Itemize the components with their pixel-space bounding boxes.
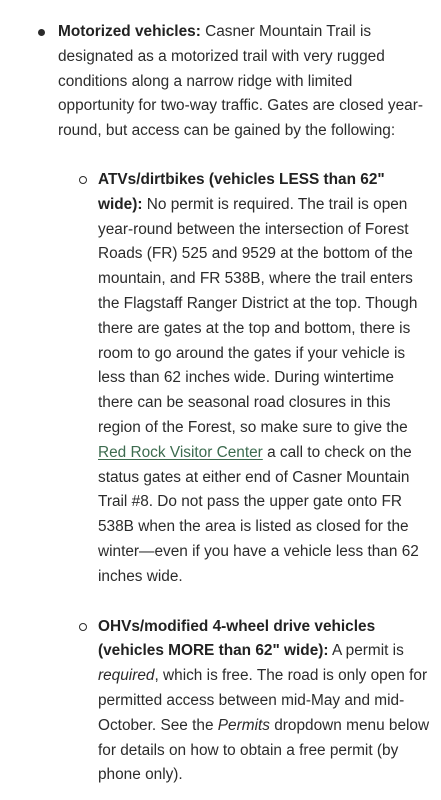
atv-text-before-link: No permit is required. The trail is open year-round between the intersection of Forest Roads (FR) 525 and 9529 at the bottom of the mountain, and FR 538B, where the trail enters the Flagstaff Ranger District at the top. Though there are gates at the top and bottom, there is room to go around the gates if your vehicle is less than 62 inches wide. During wintertime there can be seasonal road closures in this region of the Forest, so make sure to give the xyxy=(98,195,418,436)
motorized-vehicles-text: Casner Mountain Trail is designated as a motorized trail with very rugged conditions along a narrow ridge with limited opportunity for two-way traffic. Gates are closed year-round, but access can be gained by the following: xyxy=(58,23,423,140)
motorized-vehicles-item xyxy=(58,20,431,788)
bullet-circle-icon xyxy=(79,623,87,631)
ohv-text-3: dropdown menu below for details on how to obtain a free permit (by phone only). xyxy=(98,716,430,784)
atv-dirtbike-item xyxy=(98,168,431,590)
red-rock-visitor-center-link[interactable]: Red Rock Visitor Center xyxy=(98,443,263,461)
atv-text-after-link: a call to check on the status gates at either end of Casner Mountain Trail #8. Do not pass the upper gate onto FR 538B when the area is listed as closed for the winter—even if you have a vehicle less than 62 inches wide. xyxy=(98,443,419,585)
ohv-text-2: , which is free. The road is only open for permitted access between mid-May and mid-October. See the xyxy=(98,667,428,734)
ohv-permits-emphasis: Permits xyxy=(217,716,270,734)
ohv-required-emphasis: required xyxy=(98,667,155,685)
ohv-heading: OHVs/modified 4-wheel drive vehicles (vehicles MORE than 62" wide): xyxy=(98,617,376,660)
bullet-disc-icon xyxy=(38,29,45,36)
atv-heading: ATVs/dirtbikes (vehicles LESS than 62" wide): xyxy=(98,170,385,213)
ohv-text-1: A permit is xyxy=(331,642,404,660)
motorized-vehicles-list xyxy=(0,20,431,788)
access-options-list xyxy=(58,168,431,788)
ohv-item xyxy=(98,615,431,789)
motorized-vehicles-heading: Motorized vehicles: xyxy=(58,23,201,40)
bullet-circle-icon xyxy=(79,176,87,184)
